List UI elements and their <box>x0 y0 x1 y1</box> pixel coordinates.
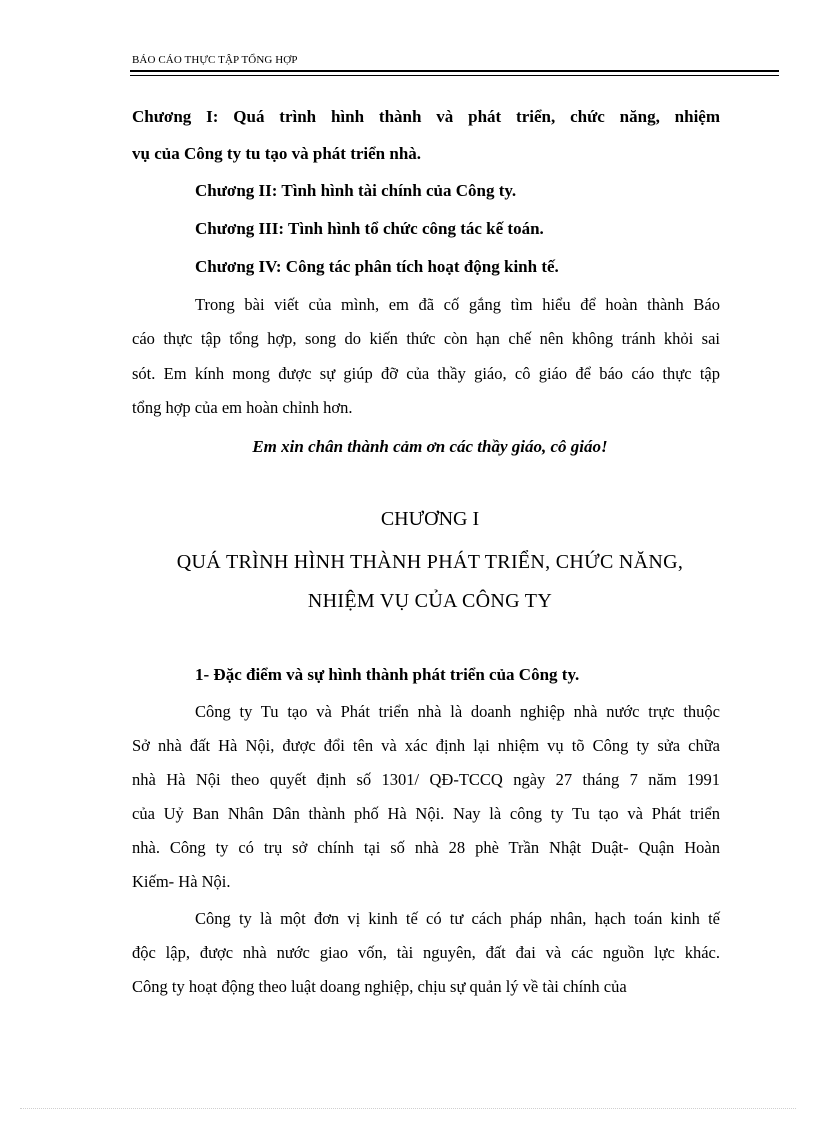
chapter-3-line: Chương III: Tình hình tổ chức công tác kế toán. <box>195 219 544 238</box>
body-paragraph-1-line-5: nhà. Công ty có trụ sở chính tại số nhà 28 phè Trần Nhật Duật- Quận Hoàn <box>132 838 720 857</box>
intro-paragraph-line-4: tổng hợp của em hoàn chỉnh hơn. <box>132 398 353 417</box>
body-paragraph-2-line-1: Công ty là một đơn vị kinh tế có tư cách pháp nhân, hạch toán kinh tế <box>195 909 720 928</box>
chapter-title-line-2: NHIỆM VỤ CỦA CÔNG TY <box>307 590 553 612</box>
body-paragraph-1-line-1: Công ty Tu tạo và Phát triển nhà là doanh nghiệp nhà nước trực thuộc <box>195 702 720 721</box>
body-paragraph-1-line-3: nhà Hà Nội theo quyết định số 1301/ QĐ-TCCQ ngày 27 tháng 7 năm 1991 <box>132 770 720 789</box>
section-title: 1- Đặc điểm và sự hình thành phát triển của Công ty. <box>195 665 580 684</box>
chapter-1-line-1: Chương I: Quá trình hình thành và phát triển, chức năng, nhiệm <box>132 107 720 126</box>
header-rule-thick <box>130 70 779 72</box>
intro-paragraph-line-1: Trong bài viết của mình, em đã cố gắng tìm hiểu để hoàn thành Báo <box>195 295 720 314</box>
header-rule-thin <box>130 75 779 76</box>
thanks-line: Em xin chân thành cảm ơn các thầy giáo, cô giáo! <box>252 437 608 456</box>
chapter-title-line-1: QUÁ TRÌNH HÌNH THÀNH PHÁT TRIỂN, CHỨC NĂNG, <box>176 551 684 573</box>
intro-paragraph-line-2: cáo thực tập tổng hợp, song do kiến thức còn hạn chế nên không tránh khỏi sai <box>132 329 720 348</box>
body-paragraph-1-line-2: Sở nhà đất Hà Nội, được đổi tên và xác định lại nhiệm vụ tõ Công ty sửa chữa <box>132 736 720 755</box>
chapter-2-line: Chương II: Tình hình tài chính của Công ty. <box>195 181 517 200</box>
chapter-4-line: Chương IV: Công tác phân tích hoạt động kinh tế. <box>195 257 559 276</box>
body-paragraph-1-line-6: Kiếm- Hà Nội. <box>132 872 231 891</box>
intro-paragraph-line-3: sót. Em kính mong được sự giúp đỡ của thầy giáo, cô giáo để báo cáo thực tập <box>132 364 720 383</box>
chapter-heading: CHƯƠNG I <box>380 508 480 530</box>
body-paragraph-2-line-3: Công ty hoạt động theo luật doang nghiệp, chịu sự quản lý về tài chính của <box>132 977 627 996</box>
body-paragraph-1-line-4: của Uỷ Ban Nhân Dân thành phố Hà Nội. Nay là công ty Tu tạo và Phát triển <box>132 804 720 823</box>
chapter-1-line-2: vụ của Công ty tu tạo và phát triển nhà. <box>132 144 422 163</box>
page-bottom-divider <box>20 1108 796 1109</box>
body-paragraph-2-line-2: độc lập, được nhà nước giao vốn, tài nguyên, đất đai và các nguồn lực khác. <box>132 943 720 962</box>
running-header: BÁO CÁO THỰC TẬP TỔNG HỢP <box>132 54 298 66</box>
